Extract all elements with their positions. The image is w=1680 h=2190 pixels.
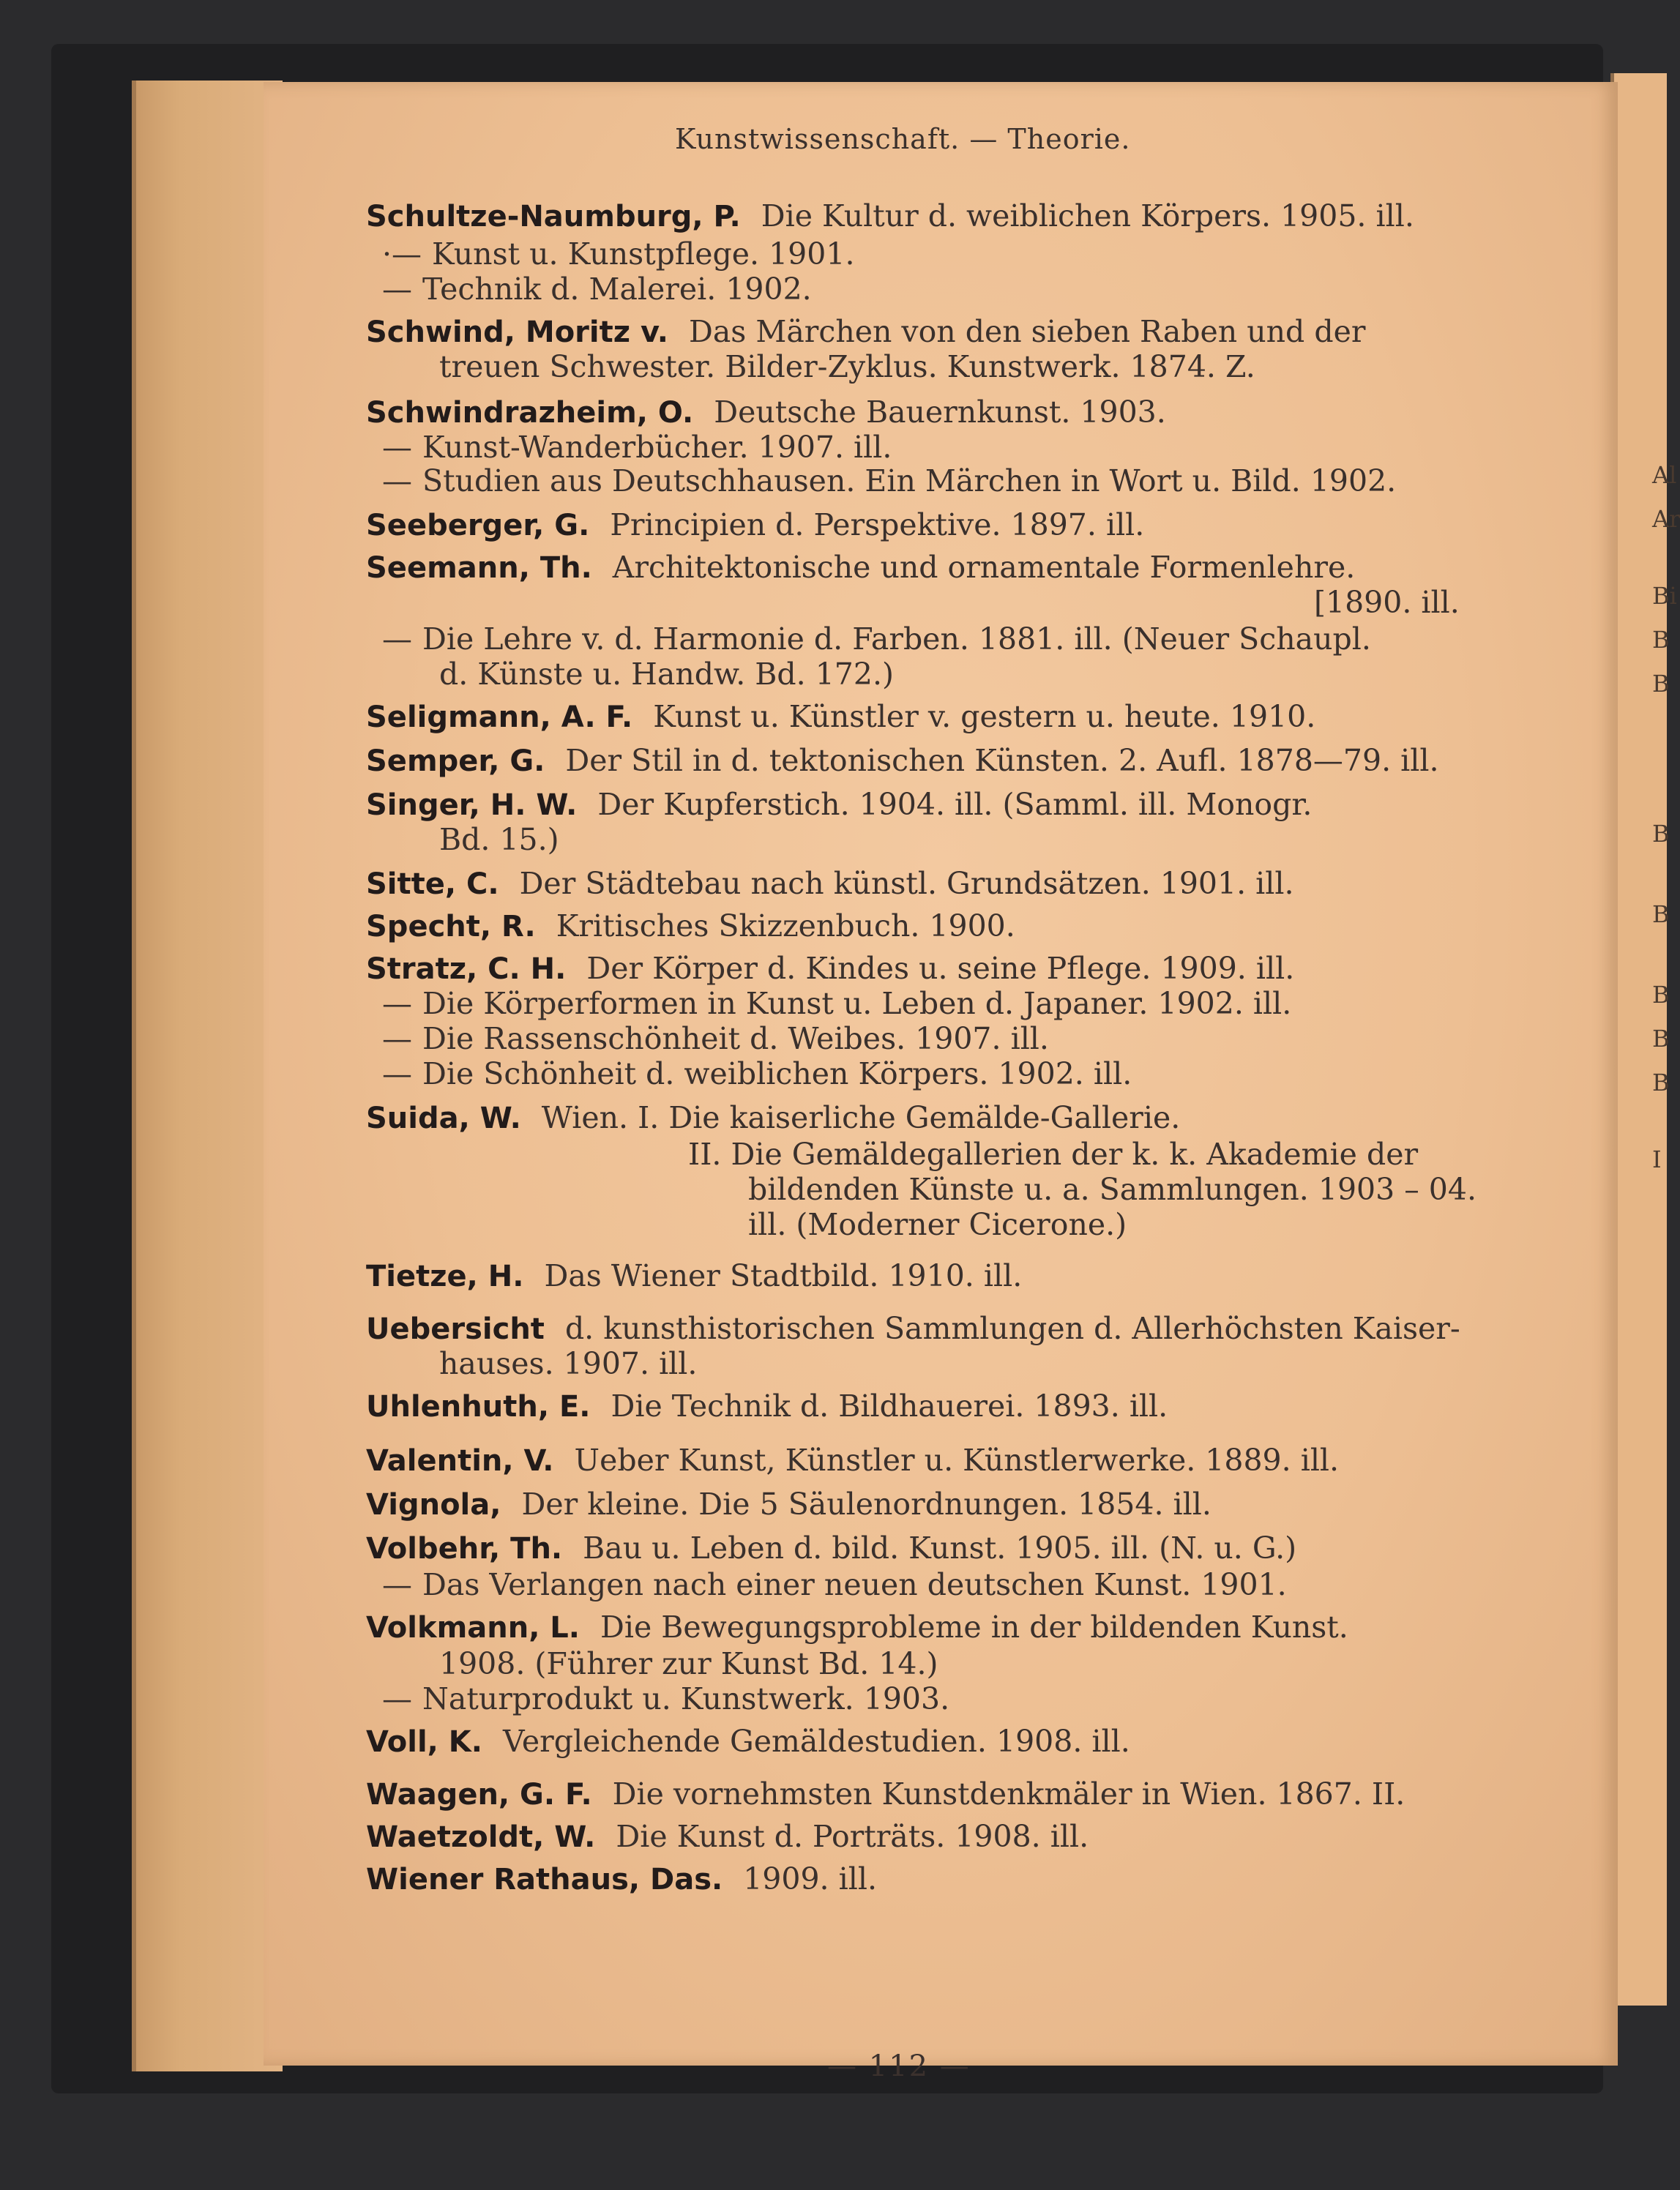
entry-text: Der Stil in d. tektonischen Künsten. 2. Aufl. 1878—79. ill.	[565, 743, 1439, 778]
entry-line	[382, 1681, 949, 1717]
entry-text: bildenden Künste u. a. Sammlungen. 1903 – 04.	[748, 1172, 1476, 1207]
entry-line	[366, 1257, 1022, 1295]
entry-line	[366, 950, 1294, 987]
entry-line	[366, 865, 1294, 902]
author-name: Schultze-Naumburg, P.	[366, 200, 741, 233]
facing-text-fragment: Bi	[1652, 582, 1677, 610]
entry-text: Deutsche Bauernkunst. 1903.	[714, 395, 1166, 430]
ditto-dash: —	[382, 1056, 412, 1091]
entry-line	[439, 821, 559, 858]
entry-text: ill. (Moderner Cicerone.)	[748, 1207, 1127, 1242]
facing-text-fragment: B	[1652, 981, 1670, 1009]
entry-line	[748, 1206, 1127, 1243]
entry-line	[439, 1645, 938, 1682]
entry-text: Das Wiener Stadtbild. 1910. ill.	[544, 1258, 1023, 1293]
entry-line	[366, 394, 1166, 431]
entry-text: Wien. I. Die kaiserliche Gemälde-Gallerie.	[541, 1100, 1181, 1135]
entry-text: Architektonische und ornamentale Formenlehre.	[612, 550, 1356, 585]
entry-line	[382, 1055, 1132, 1092]
author-name: Seligmann, A. F.	[366, 700, 633, 734]
entry-text: [1890. ill.	[1314, 585, 1460, 620]
entry-line	[366, 507, 1144, 544]
entry-text: Die Rassenschönheit d. Weibes. 1907. ill.	[422, 1021, 1049, 1056]
facing-text-fragment: Ar	[1652, 505, 1680, 533]
entry-line	[382, 1566, 1287, 1603]
author-name: Seemann, Th.	[366, 551, 592, 585]
author-name: Volbehr, Th.	[366, 1532, 563, 1566]
entry-text: Die Körperformen in Kunst u. Leben d. Japaner. 1902. ill.	[422, 986, 1292, 1021]
author-name: Valentin, V.	[366, 1444, 554, 1478]
entry-text: d. Künste u. Handw. Bd. 172.)	[439, 657, 895, 692]
ditto-dash: —	[382, 621, 412, 657]
entry-line	[366, 1486, 1212, 1523]
ditto-dash: —	[382, 272, 412, 307]
entry-text: Das Verlangen nach einer neuen deutschen Kunst. 1901.	[422, 1567, 1287, 1602]
entry-text: Kunst-Wanderbücher. 1907. ill.	[422, 430, 892, 465]
ditto-dash: —	[382, 986, 412, 1021]
author-name: Seeberger, G.	[366, 509, 590, 542]
author-name: Uhlenhuth, E.	[366, 1390, 591, 1424]
entry-line	[439, 348, 1255, 385]
author-name: Uebersicht	[366, 1312, 545, 1346]
entry-line	[366, 549, 1355, 586]
entry-text: Der Körper d. Kindes u. seine Pflege. 1909. ill.	[586, 951, 1295, 986]
author-name: Waagen, G. F.	[366, 1778, 592, 1812]
entry-text: Ueber Kunst, Künstler u. Künstlerwerke. 1889. ill.	[574, 1443, 1340, 1478]
entry-line	[688, 1136, 1418, 1173]
entry-line	[382, 985, 1291, 1022]
author-name: Wiener Rathaus, Das.	[366, 1863, 723, 1896]
entry-line	[382, 463, 1396, 499]
entry-text: 1908. (Führer zur Kunst Bd. 14.)	[439, 1646, 938, 1681]
entry-line	[366, 313, 1365, 351]
ditto-dash: —	[382, 1567, 412, 1602]
entry-line	[366, 908, 1015, 945]
entry-text: Principien d. Perspektive. 1897. ill.	[610, 507, 1145, 542]
ditto-dash: —	[382, 463, 412, 498]
entry-text: Die Technik d. Bildhauerei. 1893. ill.	[611, 1389, 1168, 1424]
entry-text: Der kleine. Die 5 Säulenordnungen. 1854. ill.	[521, 1487, 1212, 1522]
author-name: Singer, H. W.	[366, 788, 578, 822]
author-name: Volkmann, L.	[366, 1611, 580, 1645]
page-number: — 112 —	[827, 2049, 971, 2083]
entry-line	[366, 698, 1315, 736]
entry-line	[366, 1099, 1180, 1137]
entry-text: II. Die Gemäldegallerien der k. k. Akademie der	[688, 1137, 1419, 1172]
entry-line	[366, 198, 1414, 235]
facing-text-fragment: B	[1652, 820, 1670, 848]
entry-text: Das Märchen von den sieben Raben und der	[688, 314, 1366, 349]
author-name: Schwindrazheim, O.	[366, 396, 694, 430]
author-name: Tietze, H.	[366, 1260, 524, 1293]
entry-line	[366, 1609, 1348, 1646]
ditto-dash: —	[382, 1681, 412, 1716]
entry-line	[366, 742, 1439, 780]
entry-line	[439, 656, 894, 692]
entry-line	[366, 1310, 1460, 1348]
entry-line	[366, 786, 1312, 823]
ditto-dash: —	[382, 430, 412, 465]
facing-text-fragment: B	[1652, 900, 1670, 928]
facing-text-fragment: B	[1652, 1025, 1670, 1053]
entry-line	[366, 1723, 1130, 1760]
ditto-dash: —	[382, 1021, 412, 1056]
author-name: Vignola,	[366, 1488, 501, 1522]
entry-line	[748, 1171, 1476, 1208]
author-name: Schwind, Moritz v.	[366, 315, 668, 349]
ditto-dash: ·—	[382, 236, 422, 272]
entry-text: Die Kultur d. weiblichen Körpers. 1905. ill.	[761, 198, 1414, 233]
entry-text: Die Lehre v. d. Harmonie d. Farben. 1881. ill. (Neuer Schaupl.	[422, 621, 1371, 657]
entry-line	[366, 1818, 1089, 1855]
author-name: Semper, G.	[366, 744, 545, 778]
entry-text: Vergleichende Gemäldestudien. 1908. ill.	[502, 1724, 1130, 1759]
facing-text-fragment: B	[1652, 670, 1670, 698]
entry-text: Kritisches Skizzenbuch. 1900.	[556, 908, 1015, 943]
author-name: Sitte, C.	[366, 867, 499, 901]
entry-text: Die Kunst d. Porträts. 1908. ill.	[616, 1819, 1089, 1854]
entry-text: Studien aus Deutschhausen. Ein Märchen in Wort u. Bild. 1902.	[422, 463, 1397, 498]
author-name: Voll, K.	[366, 1725, 482, 1759]
entry-line	[366, 1776, 1405, 1813]
entry-text: Der Kupferstich. 1904. ill. (Samml. ill. Monogr.	[597, 787, 1313, 822]
entry-text: Kunst u. Kunstpflege. 1901.	[432, 236, 855, 272]
entry-text: Die vornehmsten Kunstdenkmäler in Wien. 1867. II.	[612, 1776, 1405, 1812]
entry-text: Bd. 15.)	[439, 822, 559, 857]
entry-text: hauses. 1907. ill.	[439, 1346, 698, 1381]
facing-text-fragment: I	[1652, 1146, 1662, 1173]
entry-line	[439, 1345, 697, 1382]
entry-line	[382, 271, 812, 307]
author-name: Waetzoldt, W.	[366, 1820, 596, 1854]
entry-line	[366, 1388, 1168, 1425]
entry-line	[382, 1020, 1049, 1057]
entry-line	[382, 621, 1371, 657]
facing-text-fragment: B	[1652, 1069, 1670, 1096]
entry-text: Bau u. Leben d. bild. Kunst. 1905. ill. (N. u. G.)	[583, 1531, 1297, 1566]
author-name: Specht, R.	[366, 910, 536, 943]
entry-line	[382, 429, 892, 466]
facing-text-fragment: Al	[1652, 461, 1677, 489]
entry-text: Kunst u. Künstler v. gestern u. heute. 1910.	[653, 699, 1316, 734]
facing-text-fragment: B	[1652, 626, 1670, 654]
entry-text: Die Schönheit d. weiblichen Körpers. 1902. ill.	[422, 1056, 1132, 1091]
entry-line	[1314, 584, 1460, 621]
entry-text: 1909. ill.	[743, 1861, 877, 1896]
entry-line	[366, 1530, 1296, 1567]
entry-text: Naturprodukt u. Kunstwerk. 1903.	[422, 1681, 950, 1716]
entry-text: Die Bewegungsprobleme in der bildenden Kunst.	[600, 1610, 1348, 1645]
entry-line	[366, 1861, 877, 1898]
entry-line	[382, 236, 854, 272]
entry-text: treuen Schwester. Bilder-Zyklus. Kunstwerk. 1874. Z.	[439, 349, 1255, 384]
entry-line	[366, 1442, 1339, 1479]
entry-text: Der Städtebau nach künstl. Grundsätzen. 1901. ill.	[519, 866, 1294, 901]
author-name: Suida, W.	[366, 1102, 521, 1135]
entry-text: Technik d. Malerei. 1902.	[422, 272, 812, 307]
entry-text: d. kunsthistorischen Sammlungen d. Allerhöchsten Kaiser-	[564, 1311, 1460, 1346]
author-name: Stratz, C. H.	[366, 952, 567, 986]
running-head: Kunstwissenschaft. — Theorie.	[675, 123, 1131, 155]
